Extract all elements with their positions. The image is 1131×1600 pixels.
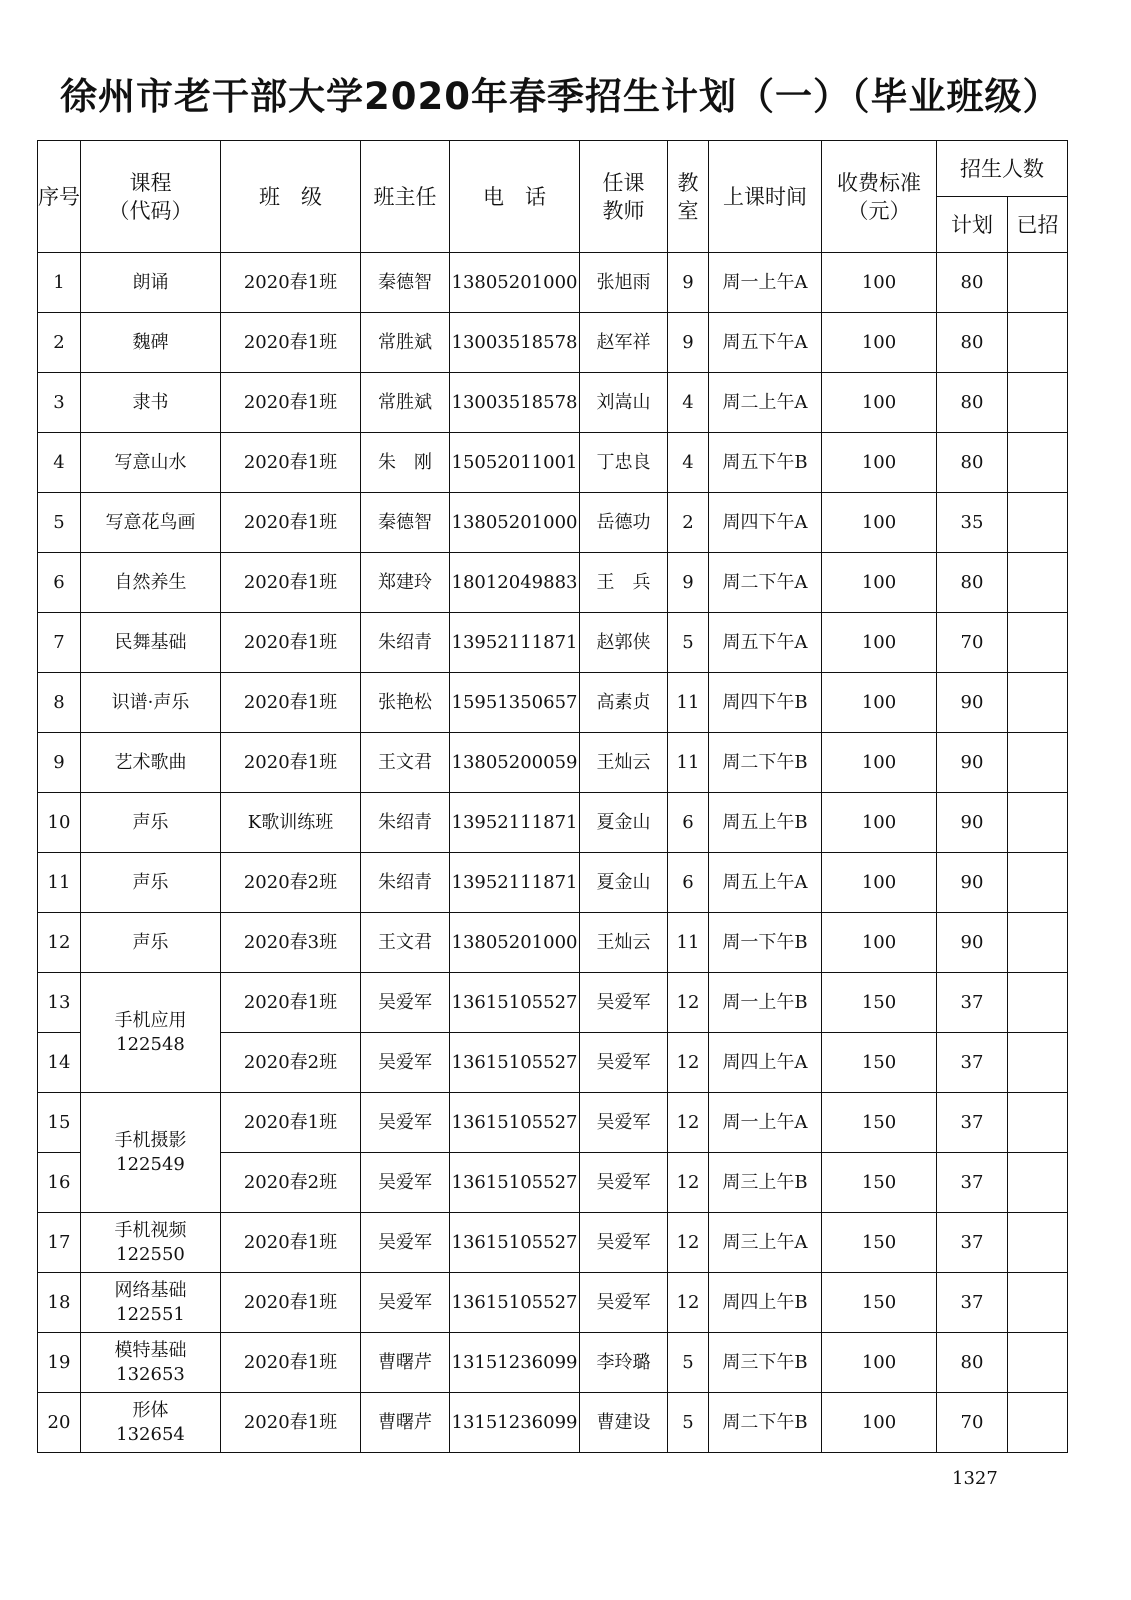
cell-time: 周四上午B (709, 1273, 822, 1333)
cell-teacher: 赵军祥 (580, 313, 668, 373)
cell-teacher: 吴爱军 (580, 1153, 668, 1213)
cell-time: 周五下午B (709, 433, 822, 493)
cell-fee: 150 (822, 1273, 937, 1333)
cell-plan: 80 (937, 1333, 1008, 1393)
cell-fee: 100 (822, 433, 937, 493)
cell-teacher: 高素贞 (580, 673, 668, 733)
cell-fee: 100 (822, 853, 937, 913)
cell-teacher: 曹建设 (580, 1393, 668, 1453)
cell-fee: 100 (822, 373, 937, 433)
cell-plan: 80 (937, 313, 1008, 373)
cell-plan: 37 (937, 1273, 1008, 1333)
cell-plan: 80 (937, 433, 1008, 493)
cell-fee: 150 (822, 1033, 937, 1093)
cell-plan: 37 (937, 973, 1008, 1033)
cell-time: 周三下午B (709, 1333, 822, 1393)
cell-seq: 10 (38, 793, 81, 853)
cell-teacher: 吴爱军 (580, 1213, 668, 1273)
cell-plan: 37 (937, 1213, 1008, 1273)
cell-phone: 13615105527 (450, 1033, 580, 1093)
cell-time: 周五下午A (709, 313, 822, 373)
cell-seq: 20 (38, 1393, 81, 1453)
cell-time: 周一上午B (709, 973, 822, 1033)
cell-room: 6 (668, 793, 709, 853)
cell-phone: 13615105527 (450, 1213, 580, 1273)
cell-class: 2020春1班 (221, 1213, 361, 1273)
cell-teacher: 李玲璐 (580, 1333, 668, 1393)
cell-course: 识谱·声乐 (81, 673, 221, 733)
cell-phone: 13615105527 (450, 1093, 580, 1153)
cell-fee: 150 (822, 973, 937, 1033)
table-row (38, 553, 1068, 613)
cell-head: 吴爱军 (361, 1033, 450, 1093)
cell-room: 5 (668, 613, 709, 673)
header-room: 教 室 (668, 141, 709, 253)
cell-teacher: 吴爱军 (580, 1093, 668, 1153)
cell-room: 4 (668, 373, 709, 433)
header-seq: 序号 (38, 141, 81, 253)
cell-course: 声乐 (81, 913, 221, 973)
cell-plan: 90 (937, 853, 1008, 913)
cell-time: 周二下午B (709, 1393, 822, 1453)
cell-class: 2020春1班 (221, 553, 361, 613)
cell-seq: 1 (38, 253, 81, 313)
cell-phone: 13952111871 (450, 853, 580, 913)
cell-room: 12 (668, 1093, 709, 1153)
cell-course: 模特基础 132653 (81, 1333, 221, 1393)
cell-enrolled (1008, 853, 1068, 913)
cell-course: 民舞基础 (81, 613, 221, 673)
cell-fee: 100 (822, 733, 937, 793)
cell-course: 形体 132654 (81, 1393, 221, 1453)
cell-plan: 35 (937, 493, 1008, 553)
cell-head: 曹曙芹 (361, 1333, 450, 1393)
cell-room: 12 (668, 973, 709, 1033)
cell-room: 11 (668, 913, 709, 973)
cell-course: 手机应用 122548 (81, 973, 221, 1093)
cell-enrolled (1008, 493, 1068, 553)
table-row (38, 913, 1068, 973)
cell-class: 2020春1班 (221, 673, 361, 733)
cell-plan: 80 (937, 373, 1008, 433)
cell-seq: 6 (38, 553, 81, 613)
cell-seq: 4 (38, 433, 81, 493)
cell-phone: 13805201000 (450, 253, 580, 313)
cell-head: 秦德智 (361, 493, 450, 553)
cell-fee: 150 (822, 1153, 937, 1213)
cell-teacher: 王 兵 (580, 553, 668, 613)
cell-head: 常胜斌 (361, 373, 450, 433)
cell-fee: 100 (822, 1393, 937, 1453)
table-row (38, 493, 1068, 553)
cell-seq: 5 (38, 493, 81, 553)
cell-teacher: 张旭雨 (580, 253, 668, 313)
cell-class: 2020春1班 (221, 253, 361, 313)
cell-seq: 16 (38, 1153, 81, 1213)
cell-enrolled (1008, 1273, 1068, 1333)
cell-phone: 13003518578 (450, 373, 580, 433)
cell-course: 魏碑 (81, 313, 221, 373)
cell-room: 12 (668, 1033, 709, 1093)
cell-seq: 9 (38, 733, 81, 793)
cell-fee: 150 (822, 1213, 937, 1273)
cell-phone: 15052011001 (450, 433, 580, 493)
cell-teacher: 吴爱军 (580, 1033, 668, 1093)
cell-head: 吴爱军 (361, 973, 450, 1033)
cell-fee: 100 (822, 913, 937, 973)
table-row (38, 373, 1068, 433)
table-row (38, 793, 1068, 853)
cell-room: 4 (668, 433, 709, 493)
cell-enrolled (1008, 673, 1068, 733)
cell-fee: 100 (822, 553, 937, 613)
cell-course: 艺术歌曲 (81, 733, 221, 793)
cell-course: 声乐 (81, 853, 221, 913)
cell-room: 9 (668, 553, 709, 613)
cell-head: 王文君 (361, 733, 450, 793)
cell-time: 周二下午B (709, 733, 822, 793)
table-row (38, 1273, 1068, 1333)
cell-phone: 13952111871 (450, 793, 580, 853)
header-plan: 计划 (937, 197, 1008, 253)
cell-plan: 90 (937, 793, 1008, 853)
cell-head: 郑建玲 (361, 553, 450, 613)
cell-class: K歌训练班 (221, 793, 361, 853)
table-row (38, 1093, 1068, 1153)
cell-time: 周三上午B (709, 1153, 822, 1213)
cell-head: 曹曙芹 (361, 1393, 450, 1453)
cell-phone: 13952111871 (450, 613, 580, 673)
cell-head: 常胜斌 (361, 313, 450, 373)
cell-phone: 13615105527 (450, 973, 580, 1033)
cell-seq: 7 (38, 613, 81, 673)
cell-course: 手机摄影 122549 (81, 1093, 221, 1213)
cell-seq: 12 (38, 913, 81, 973)
cell-class: 2020春1班 (221, 613, 361, 673)
cell-plan: 70 (937, 1393, 1008, 1453)
cell-head: 秦德智 (361, 253, 450, 313)
cell-phone: 13151236099 (450, 1333, 580, 1393)
cell-phone: 13805201000 (450, 493, 580, 553)
page-title: 徐州市老干部大学2020年春季招生计划（一）（毕业班级） (60, 75, 1061, 118)
cell-enrolled (1008, 1153, 1068, 1213)
cell-enrolled (1008, 1333, 1068, 1393)
cell-enrolled (1008, 913, 1068, 973)
cell-phone: 13805201000 (450, 913, 580, 973)
header-enroll: 招生人数 (937, 141, 1068, 197)
cell-phone: 13805200059 (450, 733, 580, 793)
cell-plan: 90 (937, 733, 1008, 793)
table-row (38, 1393, 1068, 1453)
cell-course: 网络基础 122551 (81, 1273, 221, 1333)
cell-room: 5 (668, 1333, 709, 1393)
cell-fee: 100 (822, 793, 937, 853)
cell-teacher: 刘嵩山 (580, 373, 668, 433)
cell-class: 2020春1班 (221, 1273, 361, 1333)
cell-plan: 37 (937, 1153, 1008, 1213)
cell-time: 周五上午B (709, 793, 822, 853)
cell-enrolled (1008, 613, 1068, 673)
cell-enrolled (1008, 1213, 1068, 1273)
cell-seq: 3 (38, 373, 81, 433)
cell-plan: 90 (937, 673, 1008, 733)
cell-time: 周二下午A (709, 553, 822, 613)
cell-fee: 100 (822, 253, 937, 313)
table-row (38, 733, 1068, 793)
cell-fee: 100 (822, 673, 937, 733)
table-row (38, 433, 1068, 493)
cell-teacher: 丁忠良 (580, 433, 668, 493)
cell-enrolled (1008, 973, 1068, 1033)
table-row (38, 1213, 1068, 1273)
cell-seq: 13 (38, 973, 81, 1033)
cell-teacher: 吴爱军 (580, 973, 668, 1033)
table-row (38, 1333, 1068, 1393)
cell-fee: 100 (822, 1333, 937, 1393)
table-row (38, 313, 1068, 373)
header-teacher: 任课 教师 (580, 141, 668, 253)
cell-course: 手机视频 122550 (81, 1213, 221, 1273)
cell-phone: 13615105527 (450, 1273, 580, 1333)
cell-class: 2020春2班 (221, 1033, 361, 1093)
cell-room: 5 (668, 1393, 709, 1453)
cell-time: 周二上午A (709, 373, 822, 433)
cell-seq: 19 (38, 1333, 81, 1393)
cell-phone: 18012049883 (450, 553, 580, 613)
cell-time: 周一下午B (709, 913, 822, 973)
cell-teacher: 王灿云 (580, 913, 668, 973)
cell-head: 吴爱军 (361, 1093, 450, 1153)
cell-head: 张艳松 (361, 673, 450, 733)
cell-head: 吴爱军 (361, 1273, 450, 1333)
header-time: 上课时间 (709, 141, 822, 253)
cell-class: 2020春1班 (221, 313, 361, 373)
header-course: 课程 （代码） (81, 141, 221, 253)
cell-time: 周四下午A (709, 493, 822, 553)
header-phone: 电 话 (450, 141, 580, 253)
cell-class: 2020春1班 (221, 373, 361, 433)
cell-course: 写意山水 (81, 433, 221, 493)
cell-head: 朱绍青 (361, 613, 450, 673)
header-enrolled: 已招 (1008, 197, 1068, 253)
page-number: 1327 (952, 1468, 998, 1489)
header-head-teacher: 班主任 (361, 141, 450, 253)
cell-room: 9 (668, 253, 709, 313)
cell-seq: 2 (38, 313, 81, 373)
cell-head: 吴爱军 (361, 1153, 450, 1213)
cell-room: 11 (668, 733, 709, 793)
cell-seq: 11 (38, 853, 81, 913)
cell-fee: 100 (822, 313, 937, 373)
cell-class: 2020春1班 (221, 493, 361, 553)
cell-seq: 17 (38, 1213, 81, 1273)
cell-class: 2020春1班 (221, 733, 361, 793)
cell-course: 自然养生 (81, 553, 221, 613)
cell-seq: 8 (38, 673, 81, 733)
cell-room: 11 (668, 673, 709, 733)
cell-class: 2020春3班 (221, 913, 361, 973)
cell-head: 王文君 (361, 913, 450, 973)
cell-enrolled (1008, 313, 1068, 373)
cell-enrolled (1008, 1393, 1068, 1453)
header-fee: 收费标准 （元） (822, 141, 937, 253)
table-row (38, 673, 1068, 733)
cell-course: 隶书 (81, 373, 221, 433)
enrollment-table (37, 140, 1068, 1453)
cell-plan: 37 (937, 1033, 1008, 1093)
cell-teacher: 岳德功 (580, 493, 668, 553)
cell-enrolled (1008, 1093, 1068, 1153)
cell-seq: 18 (38, 1273, 81, 1333)
cell-enrolled (1008, 1033, 1068, 1093)
cell-time: 周四下午B (709, 673, 822, 733)
cell-fee: 100 (822, 613, 937, 673)
cell-enrolled (1008, 373, 1068, 433)
table-row (38, 253, 1068, 313)
cell-enrolled (1008, 793, 1068, 853)
cell-time: 周五上午A (709, 853, 822, 913)
cell-class: 2020春2班 (221, 853, 361, 913)
cell-teacher: 夏金山 (580, 793, 668, 853)
cell-plan: 80 (937, 253, 1008, 313)
cell-time: 周三上午A (709, 1213, 822, 1273)
cell-teacher: 王灿云 (580, 733, 668, 793)
cell-teacher: 赵郭侠 (580, 613, 668, 673)
cell-time: 周五下午A (709, 613, 822, 673)
cell-class: 2020春1班 (221, 973, 361, 1033)
cell-course: 声乐 (81, 793, 221, 853)
cell-room: 12 (668, 1213, 709, 1273)
cell-plan: 37 (937, 1093, 1008, 1153)
cell-fee: 100 (822, 493, 937, 553)
cell-enrolled (1008, 253, 1068, 313)
table-row (38, 613, 1068, 673)
table-row (38, 973, 1068, 1033)
cell-seq: 14 (38, 1033, 81, 1093)
cell-phone: 15951350657 (450, 673, 580, 733)
cell-room: 12 (668, 1153, 709, 1213)
cell-room: 12 (668, 1273, 709, 1333)
cell-room: 6 (668, 853, 709, 913)
cell-head: 朱 刚 (361, 433, 450, 493)
cell-class: 2020春1班 (221, 433, 361, 493)
cell-phone: 13003518578 (450, 313, 580, 373)
cell-teacher: 夏金山 (580, 853, 668, 913)
cell-time: 周一上午A (709, 253, 822, 313)
cell-seq: 15 (38, 1093, 81, 1153)
cell-phone: 13615105527 (450, 1153, 580, 1213)
cell-plan: 70 (937, 613, 1008, 673)
cell-head: 朱绍青 (361, 853, 450, 913)
cell-head: 吴爱军 (361, 1213, 450, 1273)
cell-plan: 90 (937, 913, 1008, 973)
header-class: 班 级 (221, 141, 361, 253)
cell-head: 朱绍青 (361, 793, 450, 853)
table-row (38, 853, 1068, 913)
cell-phone: 13151236099 (450, 1393, 580, 1453)
cell-class: 2020春1班 (221, 1093, 361, 1153)
cell-class: 2020春1班 (221, 1333, 361, 1393)
cell-teacher: 吴爱军 (580, 1273, 668, 1333)
cell-course: 朗诵 (81, 253, 221, 313)
cell-enrolled (1008, 733, 1068, 793)
cell-room: 2 (668, 493, 709, 553)
cell-plan: 80 (937, 553, 1008, 613)
cell-class: 2020春1班 (221, 1393, 361, 1453)
cell-enrolled (1008, 433, 1068, 493)
cell-room: 9 (668, 313, 709, 373)
cell-fee: 150 (822, 1093, 937, 1153)
cell-enrolled (1008, 553, 1068, 613)
cell-time: 周一上午A (709, 1093, 822, 1153)
cell-class: 2020春2班 (221, 1153, 361, 1213)
cell-time: 周四上午A (709, 1033, 822, 1093)
cell-course: 写意花鸟画 (81, 493, 221, 553)
